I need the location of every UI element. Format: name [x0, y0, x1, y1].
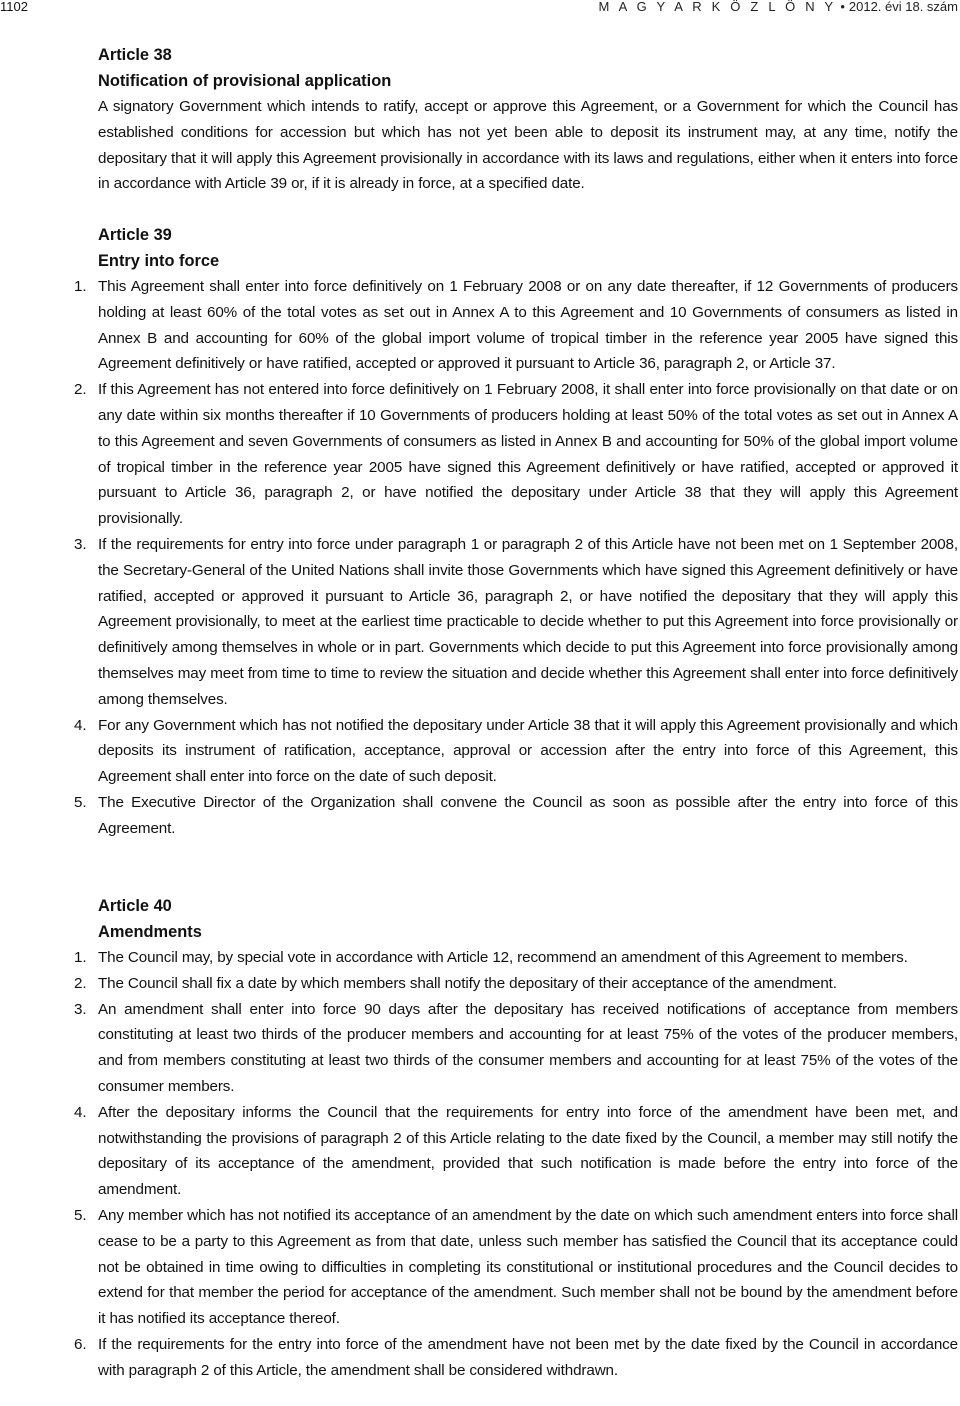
article-title: Notification of provisional application: [98, 72, 392, 90]
paragraph-number: 3.: [74, 535, 87, 553]
numbered-paragraph: [74, 997, 958, 1100]
issue-label: 2012. évi 18. szám: [848, 0, 958, 14]
paragraph-text: An amendment shall enter into force 90 days after the depositary has received notifications of acceptance from members constituting at least two thirds of the producer members and accounting for at least 75% of the votes of the producer members, and from members constituting at least two thirds of the consumer members and accounting for at least 75% of the votes of the consumer members.: [98, 1000, 958, 1095]
numbered-paragraph: [74, 790, 958, 842]
numbered-paragraph: [74, 713, 958, 790]
numbered-paragraph: [74, 274, 958, 377]
paragraph-text: After the depositary informs the Council that the requirements for entry into force of the amendment have been met, and notwithstanding the provisions of paragraph 2 of this Article relating to the date fixed by the Council, a member may still notify the depositary of its acceptance of the amendment, provided that such notification is made before the entry into force of the amendment.: [98, 1103, 958, 1199]
paragraph-number: 1.: [74, 278, 87, 295]
article-title: Entry into force: [98, 252, 220, 270]
article-39-paragraphs: [74, 274, 958, 842]
paragraph-text: Any member which has not notified its acceptance of an amendment by the date on which such amendment enters into force shall cease to be a party to this Agreement as from that date, unless such member has satisfied the Council that its acceptance could not be obtained in time owing to difficulties in completing its constitutional or institutional procedures and the Council decides to extend for that member the period for acceptance of the amendment. Such member shall not be bound by the amendment before it has notified its acceptance thereof.: [98, 1206, 958, 1328]
separator-bullet: •: [840, 0, 845, 14]
numbered-paragraph: [74, 945, 958, 971]
page-number: 1102: [0, 0, 28, 14]
paragraph-text: If the requirements for entry into force under paragraph 1 or paragraph 2 of this Article have not been met on 1 September 2008, the Secretary-General of the United Nations shall invite those Governments which have signed this Agreement definitively or have ratified, accepted or approved it pursuant to Article 36, paragraph 2, or have notified the depositary that they will apply this Agreement provisionally, to meet at the earliest time practicable to decide whether to put this Agreement into force provisionally or definitively among themselves in whole or in part. Governments which decide to put this Agreement into force provisionally among themselves may meet from time to time to review the situation and decide whether this Agreement shall enter into force definitively among themselves.: [98, 535, 958, 708]
paragraph-text: If the requirements for the entry into force of the amendment have not been met by the date fixed by the Council in accordance with paragraph 2 of this Article, the amendment shall be considered withdrawn.: [98, 1335, 958, 1379]
article-39: [74, 222, 958, 842]
paragraph-text: If this Agreement has not entered into force definitively on 1 February 2008, it shall enter into force provisionally on that date or on any date within six months thereafter if 10 Governments of producers holding at least 50% of the total votes as set out in Annex A to this Agreement and seven Governments of consumers as listed in Annex B and accounting for 50% of the global import volume of tropical timber in the reference year 2005 have signed this Agreement definitively or have ratified, accepted or approved it pursuant to Article 36, paragraph 2, or have notified the depositary under Article 38 that they will apply this Agreement provisionally.: [98, 381, 958, 528]
paragraph-text: The Council shall fix a date by which members shall notify the depositary of their acceptance of the amendment.: [98, 974, 837, 992]
numbered-paragraph: [74, 971, 958, 997]
article-number: Article 39: [98, 226, 172, 244]
article-40: [74, 893, 958, 1384]
article-number: Article 38: [98, 46, 172, 64]
paragraph-number: 5.: [74, 793, 87, 811]
paragraph-number: 5.: [74, 1206, 87, 1224]
numbered-paragraph: [74, 377, 958, 532]
article-40-paragraphs: [74, 945, 958, 1384]
article-paragraph: A signatory Government which intends to ratify, accept or approve this Agreement, or a Government for which the Council has established conditions for accession but which has not yet been able to deposit its instrument may, at any time, notify the depositary that it will apply this Agreement provisionally in accordance with its laws and regulations, either when it enters into force in accordance with Article 39 or, if it is already in force, at a specified date.: [98, 98, 958, 193]
numbered-paragraph: [74, 532, 958, 713]
article-38: [98, 42, 958, 197]
paragraph-number: 3.: [74, 1000, 87, 1018]
paragraph-text: For any Government which has not notified the depositary under Article 38 that it will apply this Agreement provisionally and which deposits its instrument of ratification, acceptance, approval or accession after the entry into force of this Agreement, this Agreement shall enter into force on the date of such deposit.: [98, 716, 958, 786]
numbered-paragraph: [74, 1203, 958, 1332]
article-title: Amendments: [98, 923, 202, 941]
paragraph-text: The Council may, by special vote in accordance with Article 12, recommend an amendment of this Agreement to members.: [98, 949, 908, 966]
paragraph-text: This Agreement shall enter into force definitively on 1 February 2008 or on any date thereafter, if 12 Governments of producers holding at least 60% of the total votes as set out in Annex A to this Agreement and 10 Governments of consumers as listed in Annex B and accounting for 60% of the global import volume of tropical timber in the reference year 2005 have signed this Agreement definitively or have ratified, accepted or approved it pursuant to Article 36, paragraph 2, or Article 37.: [98, 278, 958, 373]
paragraph-number: 1.: [74, 949, 87, 966]
numbered-paragraph: [74, 1100, 958, 1203]
journal-name: M A G Y A R K Ö Z L Ö N Y: [598, 0, 837, 14]
paragraph-number: 2.: [74, 381, 87, 399]
running-head: [599, 0, 958, 14]
paragraph-number: 4.: [74, 1103, 87, 1121]
paragraph-text: The Executive Director of the Organization shall convene the Council as soon as possible after the entry into force of this Agreement.: [98, 793, 958, 837]
paragraph-number: 2.: [74, 974, 87, 992]
page-header: [0, 0, 960, 14]
paragraph-number: 6.: [74, 1335, 87, 1353]
paragraph-number: 4.: [74, 716, 87, 734]
numbered-paragraph: [74, 1332, 958, 1384]
article-number: Article 40: [98, 897, 172, 915]
